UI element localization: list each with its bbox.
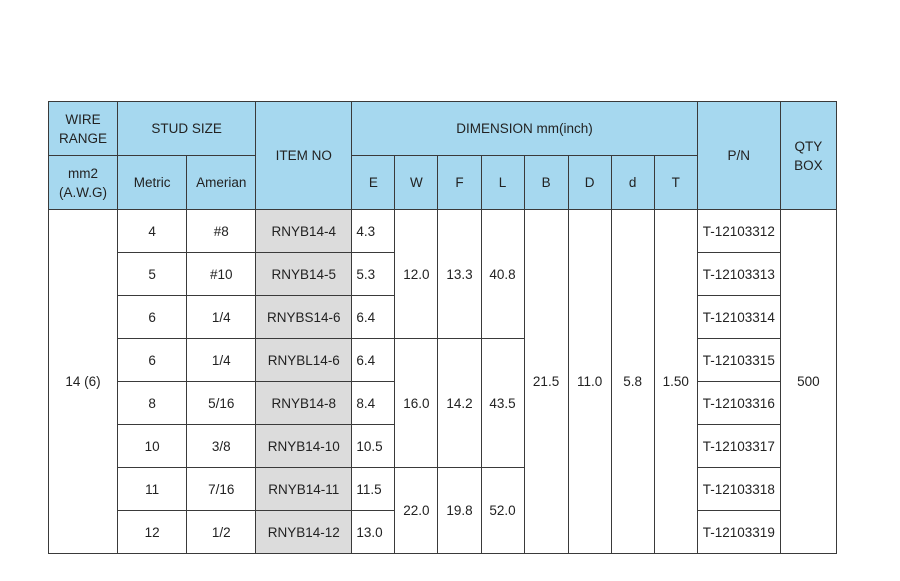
header-dim-b: B: [524, 156, 568, 210]
dim-w-cell: 16.0: [395, 339, 438, 468]
item-no-cell: RNYB14-12: [256, 511, 352, 554]
pn-cell: T-12103312: [697, 210, 780, 253]
dim-e-cell: 13.0: [352, 511, 395, 554]
dim-e-cell: 5.3: [352, 253, 395, 296]
header-metric: Metric: [118, 156, 187, 210]
pn-cell: T-12103315: [697, 339, 780, 382]
header-dim-d-lower: d: [611, 156, 654, 210]
header-dim-l: L: [481, 156, 524, 210]
header-dim-e: E: [352, 156, 395, 210]
header-stud-size: STUD SIZE: [118, 102, 256, 156]
dim-e-cell: 10.5: [352, 425, 395, 468]
pn-cell: T-12103317: [697, 425, 780, 468]
amerian-cell: 3/8: [187, 425, 256, 468]
amerian-cell: #8: [187, 210, 256, 253]
header-mm2: mm2 (A.W.G): [49, 156, 118, 210]
table-row: [49, 468, 837, 511]
table-row: [49, 210, 837, 253]
metric-cell: 10: [118, 425, 187, 468]
header-amerian: Amerian: [187, 156, 256, 210]
amerian-cell: 1/4: [187, 296, 256, 339]
spec-table: [48, 101, 837, 554]
metric-cell: 6: [118, 339, 187, 382]
dim-e-cell: 6.4: [352, 339, 395, 382]
dim-e-cell: 6.4: [352, 296, 395, 339]
dim-f-cell: 19.8: [438, 468, 481, 554]
metric-cell: 12: [118, 511, 187, 554]
header-pn: P/N: [697, 102, 780, 210]
header-item-no: ITEM NO: [256, 102, 352, 210]
item-no-cell: RNYBS14-6: [256, 296, 352, 339]
pn-cell: T-12103318: [697, 468, 780, 511]
item-no-cell: RNYBL14-6: [256, 339, 352, 382]
pn-cell: T-12103313: [697, 253, 780, 296]
header-dim-w: W: [395, 156, 438, 210]
header-dimension: DIMENSION mm(inch): [352, 102, 697, 156]
dim-w-cell: 12.0: [395, 210, 438, 339]
header-qty-box: QTY BOX: [780, 102, 836, 210]
dim-e-cell: 8.4: [352, 382, 395, 425]
pn-cell: T-12103314: [697, 296, 780, 339]
header-dim-d-upper: D: [568, 156, 611, 210]
metric-cell: 6: [118, 296, 187, 339]
amerian-cell: 1/4: [187, 339, 256, 382]
amerian-cell: 1/2: [187, 511, 256, 554]
qty-cell: 500: [780, 210, 836, 554]
dim-l-cell: 40.8: [481, 210, 524, 339]
item-no-cell: RNYB14-11: [256, 468, 352, 511]
header-wire-range: WIRE RANGE: [49, 102, 118, 156]
header-dim-f: F: [438, 156, 481, 210]
metric-cell: 8: [118, 382, 187, 425]
metric-cell: 11: [118, 468, 187, 511]
dim-l-cell: 52.0: [481, 468, 524, 554]
dim-w-cell: 22.0: [395, 468, 438, 554]
dim-d-upper-cell: 11.0: [568, 210, 611, 554]
item-no-cell: RNYB14-8: [256, 382, 352, 425]
dim-t-cell: 1.50: [654, 210, 697, 554]
dim-d-lower-cell: 5.8: [611, 210, 654, 554]
item-no-cell: RNYB14-5: [256, 253, 352, 296]
pn-cell: T-12103319: [697, 511, 780, 554]
amerian-cell: 7/16: [187, 468, 256, 511]
pn-cell: T-12103316: [697, 382, 780, 425]
dim-b-cell: 21.5: [524, 210, 568, 554]
table-row: [49, 339, 837, 382]
dim-e-cell: 4.3: [352, 210, 395, 253]
dim-f-cell: 13.3: [438, 210, 481, 339]
wire-range-value: 14 (6): [49, 210, 118, 554]
metric-cell: 4: [118, 210, 187, 253]
metric-cell: 5: [118, 253, 187, 296]
dim-f-cell: 14.2: [438, 339, 481, 468]
header-dim-t: T: [654, 156, 697, 210]
amerian-cell: #10: [187, 253, 256, 296]
dim-e-cell: 11.5: [352, 468, 395, 511]
dim-l-cell: 43.5: [481, 339, 524, 468]
amerian-cell: 5/16: [187, 382, 256, 425]
item-no-cell: RNYB14-10: [256, 425, 352, 468]
item-no-cell: RNYB14-4: [256, 210, 352, 253]
